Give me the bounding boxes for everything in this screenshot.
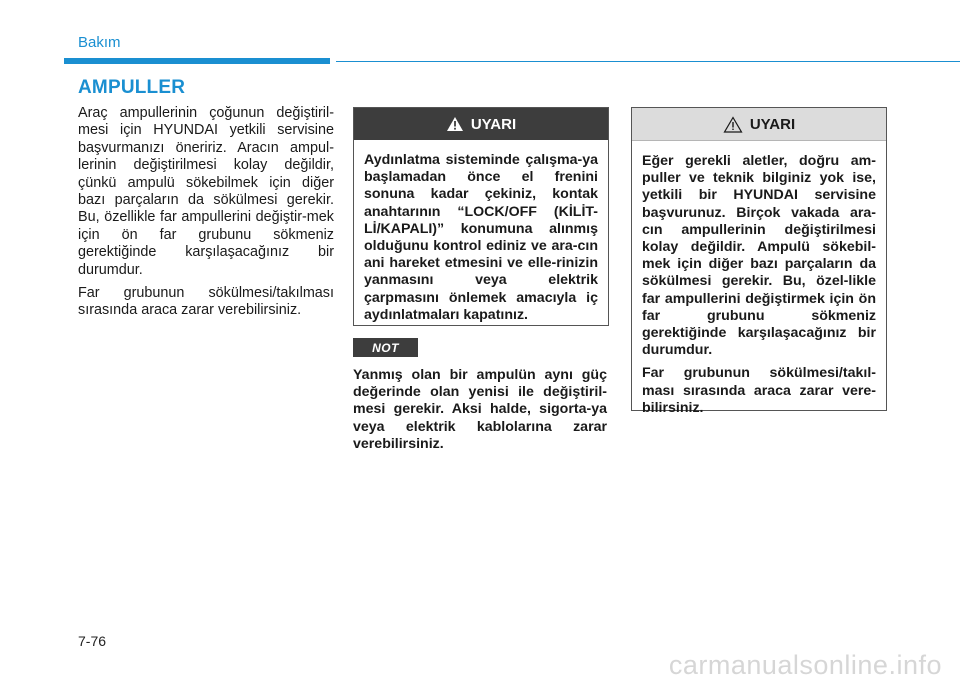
warning-box-lighting <box>353 107 609 326</box>
note-badge: NOT <box>353 338 418 357</box>
intro-column <box>78 105 334 326</box>
header-rule-thick <box>64 58 330 64</box>
section-header: Bakım <box>78 34 121 51</box>
intro-paragraph-1: Araç ampullerinin çoğunun değiştiril-mesi için HYUNDAI yetkili servisine başvurmanızı öneririz. Aracın ampul-lerinin değiştirilmesi kolay değildir, çünkü ampulü sökebilmek için diğer bazı parçaların da sökülmesi gerekir. Bu, özellikle far ampullerini değiştir-mek için ön far grubunu sökmeniz gerektiğinde karşılaşacağınız bir durumdur. <box>78 105 334 278</box>
warning-heading: UYARI <box>749 115 796 133</box>
warning-heading: UYARI <box>470 115 517 133</box>
warning-text: Aydınlatma sisteminde çalışma-ya başlamadan önce el frenini sonuna kadar çekiniz, kontak anahtarının “LOCK/OFF (KİLİT-Lİ/KAPALI)” konumuna alınmış olduğunu kontrol ediniz ve ara-cın ani hareket etmesini ve elle-rinizin yanmasını veya elektrik çarpmasını önlemek amacıyla iç aydınlatmaları kapatınız. <box>364 152 598 323</box>
warning-body <box>354 140 608 324</box>
header-rule-thin <box>336 61 960 62</box>
warning-body <box>632 141 886 417</box>
warning-paragraph-2: Far grubunun sökülmesi/takıl-ması sırasında araca zarar vere-bilirsiniz. <box>642 365 876 416</box>
warning-header <box>354 108 608 140</box>
intro-paragraph-2: Far grubunun sökülmesi/takılması sırasında araca zarar verebilirsiniz. <box>78 285 334 319</box>
warning-triangle-icon <box>446 116 464 132</box>
note-text: Yanmış olan bir ampulün aynı güç değerinde olan yenisi ile değiştiril-mesi gerekir. Aksi halde, sigorta-ya veya elektrik kablolarına zarar verebilirsiniz. <box>353 367 607 452</box>
warning-paragraph-1: Eğer gerekli aletler, doğru am-puller ve teknik bilginiz yok ise, yetkili bir HYUNDAI servisine başvurunuz. Birçok vakada ara-cın ampullerinin değiştirilmesi kolay değildir. Ampulü sökebil-mek için diğer bazı parçaların da sökülmesi gerekir. Bu, özel-likle far ampullerini değiştirmek için ön far grubunu sökmeniz gerektiğinde karşılaşacağınız bir durumdur. <box>642 153 876 359</box>
warning-box-service <box>631 107 887 416</box>
warning-triangle-icon <box>723 116 743 133</box>
warning-header <box>632 108 886 141</box>
page-title: AMPULLER <box>78 77 186 98</box>
page-number: 7-76 <box>78 633 107 649</box>
watermark: carmanualsonline.info <box>668 650 942 680</box>
